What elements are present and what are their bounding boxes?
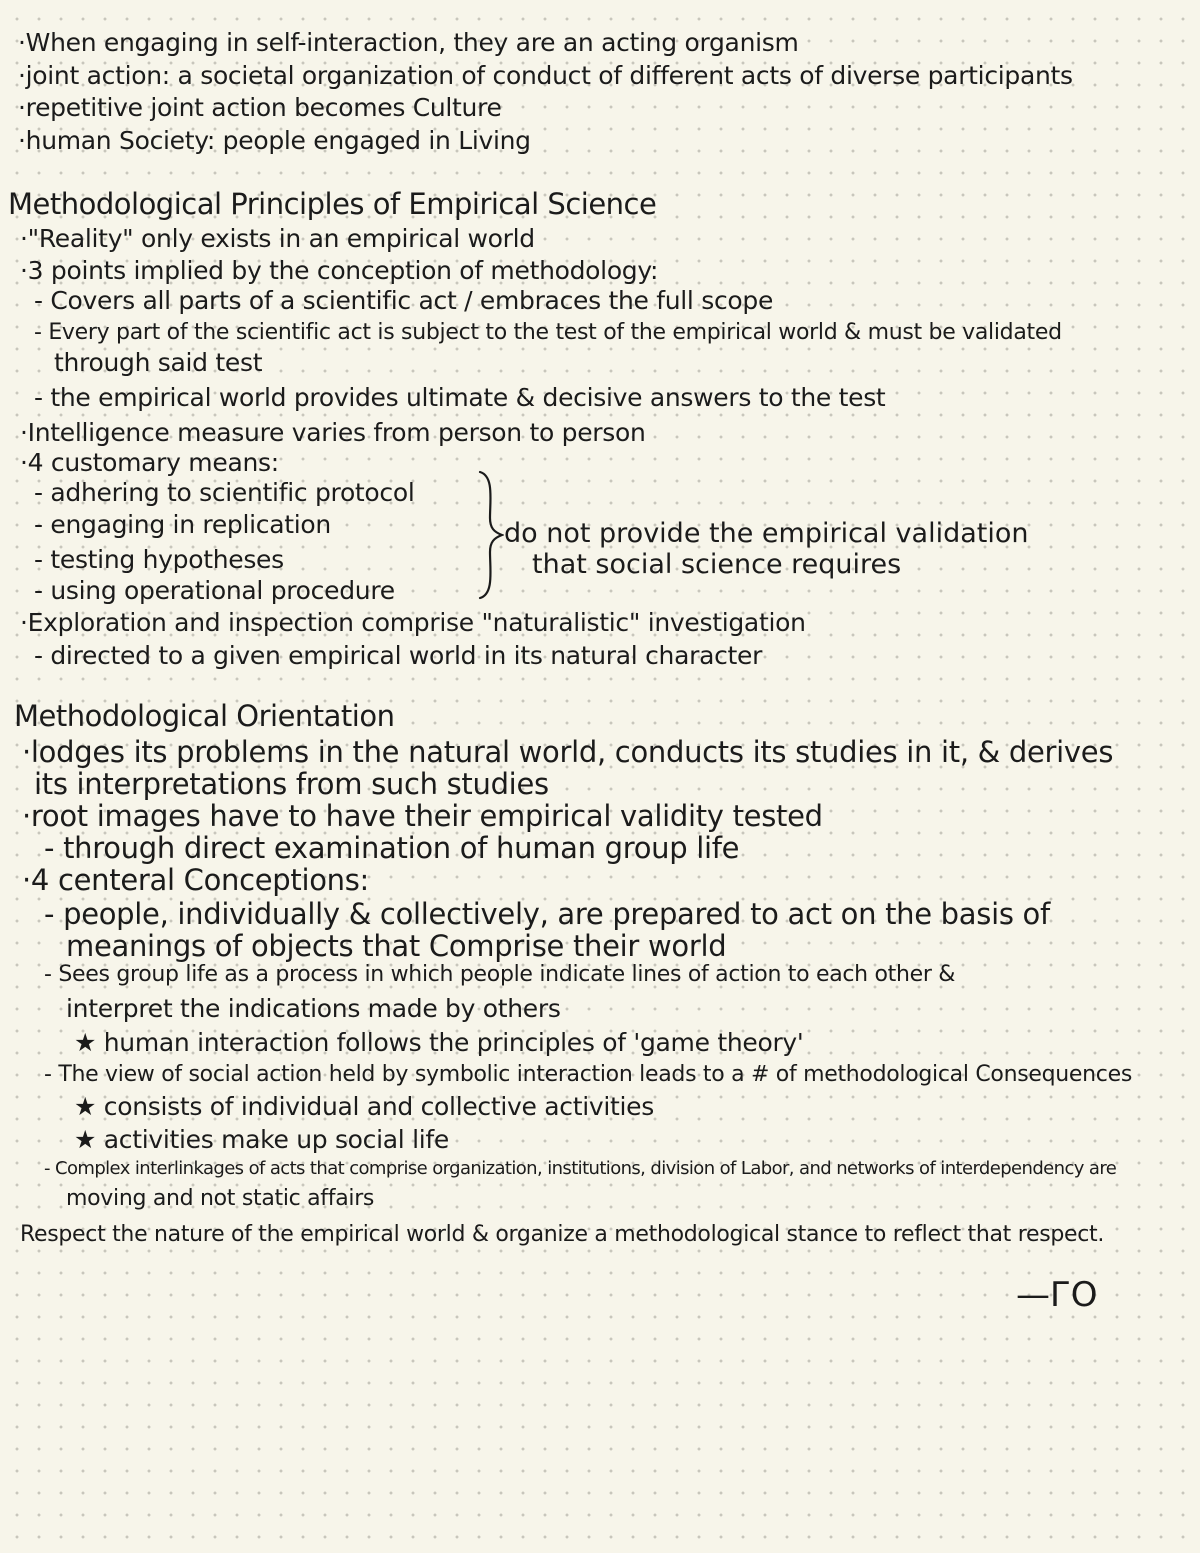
note-line: - Covers all parts of a scientific act / embraces the full scope <box>34 286 774 315</box>
note-line: ·lodges its problems in the natural world, conducts its studies in it, & derives <box>22 735 1114 769</box>
means-item: - testing hypotheses <box>34 545 284 574</box>
signature: —ГО <box>1016 1275 1098 1315</box>
note-line: ★ activities make up social life <box>74 1125 449 1154</box>
note-line: - through direct examination of human group life <box>44 831 740 865</box>
note-line: ·Intelligence measure varies from person to person <box>20 418 646 447</box>
brace-note: do not provide the empirical validation <box>504 518 1029 549</box>
note-line: meanings of objects that Comprise their world <box>66 929 727 963</box>
note-line: ·root images have to have their empirical validity tested <box>22 799 823 833</box>
section-heading: Methodological Orientation <box>14 699 395 733</box>
note-line: - The view of social action held by symbolic interaction leads to a # of methodological Consequences <box>44 1062 1132 1087</box>
note-line: ·repetitive joint action becomes Culture <box>18 93 502 122</box>
note-line: ·4 centeral Conceptions: <box>22 863 370 897</box>
note-line: interpret the indications made by others <box>66 994 561 1023</box>
note-line: ★ consists of individual and collective activities <box>74 1092 654 1121</box>
curly-brace <box>474 470 504 600</box>
section-heading: Methodological Principles of Empirical Science <box>8 187 657 221</box>
note-line: - the empirical world provides ultimate & decisive answers to the test <box>34 383 886 412</box>
note-line: - directed to a given empirical world in its natural character <box>34 641 763 670</box>
note-line: ·3 points implied by the conception of methodology: <box>20 256 659 285</box>
note-line: its interpretations from such studies <box>34 767 549 801</box>
note-line: moving and not static affairs <box>66 1186 375 1211</box>
note-line: ·human Society: people engaged in Living <box>18 126 531 155</box>
note-line: ·Exploration and inspection comprise "naturalistic" investigation <box>20 608 806 637</box>
note-line: - Every part of the scientific act is subject to the test of the empirical world & must be validated <box>34 320 1062 345</box>
note-line: - people, individually & collectively, are prepared to act on the basis of <box>44 897 1050 931</box>
brace-note: that social science requires <box>532 549 902 580</box>
note-line: - Sees group life as a process in which people indicate lines of action to each other & <box>44 962 956 987</box>
note-line: - Complex interlinkages of acts that comprise organization, institutions, division of Labor, and networks of interdependency are <box>44 1158 1117 1179</box>
note-line: Respect the nature of the empirical world & organize a methodological stance to reflect that respect. <box>20 1222 1105 1247</box>
note-line: ·4 customary means: <box>20 448 279 477</box>
note-line: ·joint action: a societal organization of conduct of different acts of diverse participants <box>18 61 1073 90</box>
note-line: through said test <box>54 348 263 377</box>
note-line: ★ human interaction follows the principles of 'game theory' <box>74 1028 804 1057</box>
means-item: - using operational procedure <box>34 576 395 605</box>
means-item: - engaging in replication <box>34 510 331 539</box>
means-item: - adhering to scientific protocol <box>34 478 415 507</box>
note-line: ·When engaging in self-interaction, they are an acting organism <box>18 28 799 57</box>
note-line: ·"Reality" only exists in an empirical world <box>20 224 535 253</box>
